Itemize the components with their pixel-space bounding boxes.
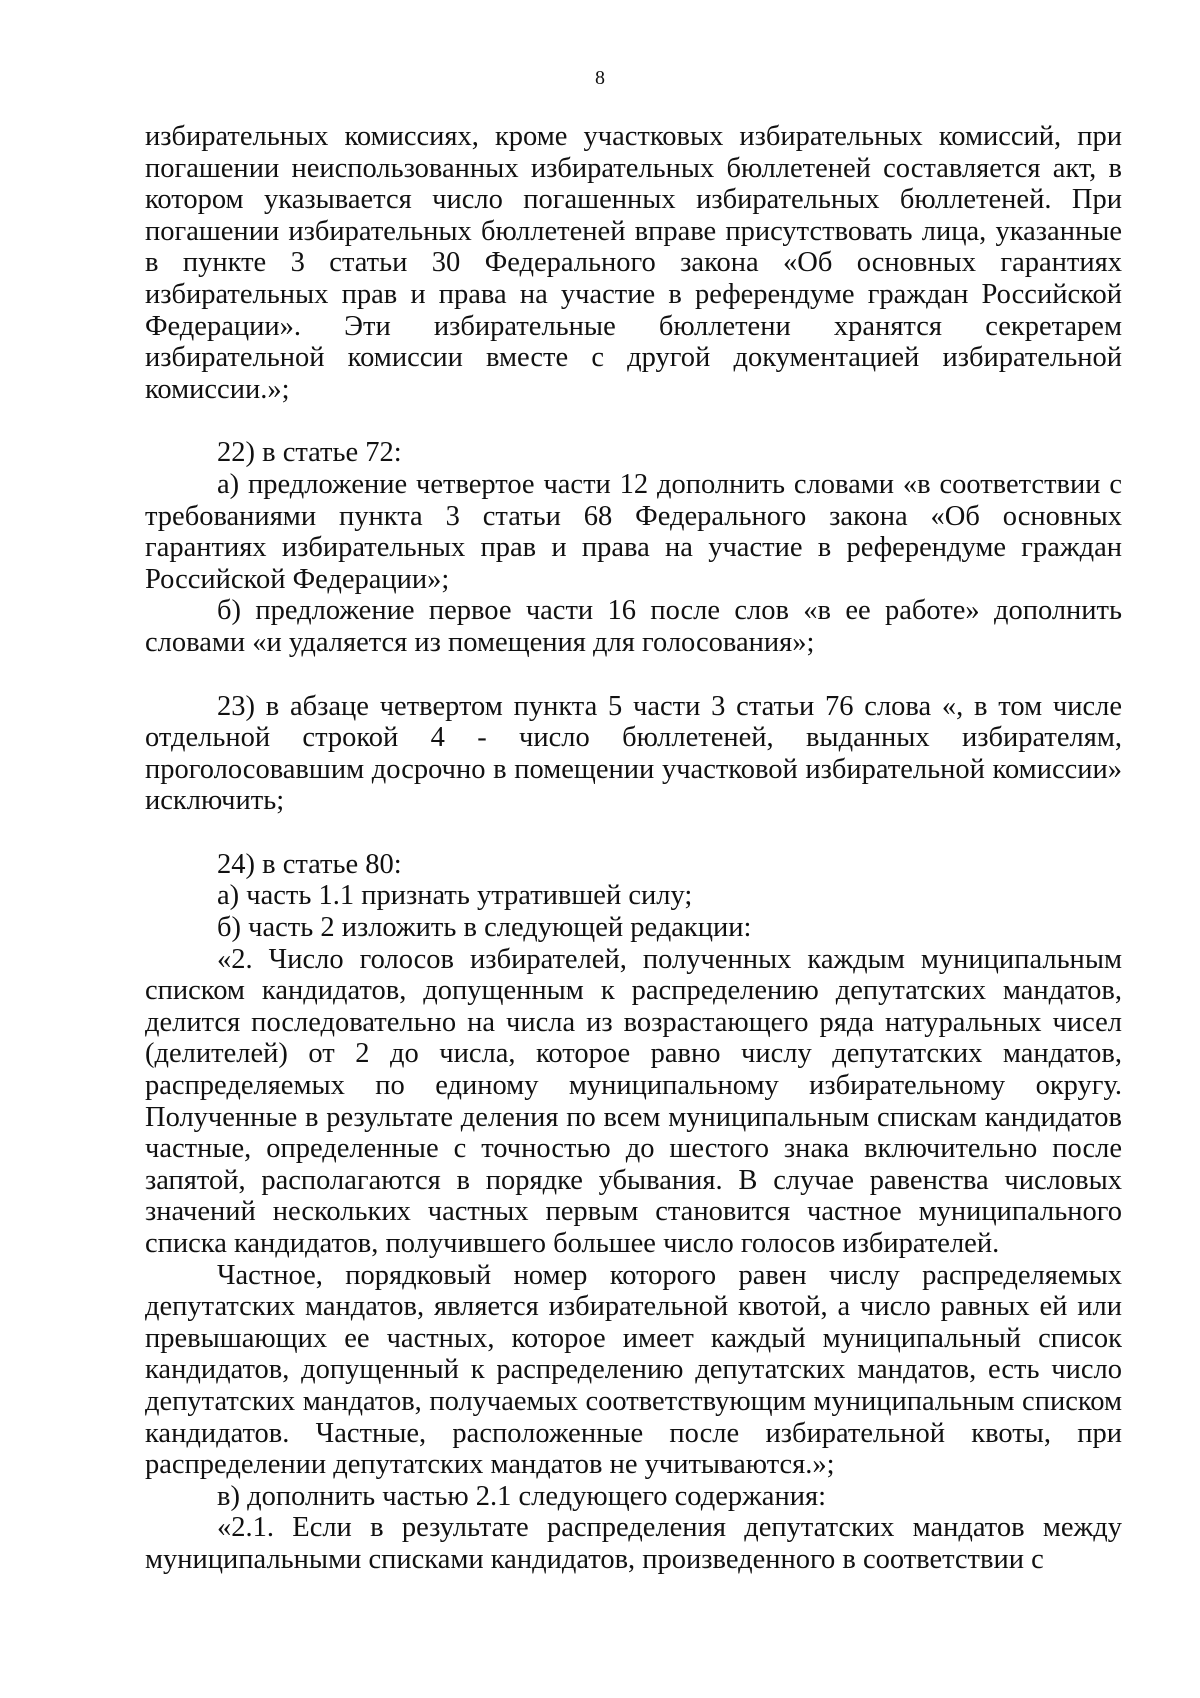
paragraph-item-24b: б) часть 2 изложить в следующей редакции: [217, 912, 752, 944]
paragraph-item-23: 23) в абзаце четвертом пункта 5 части 3 статьи 76 слова «, в том числе отдельной строкой 4 - число бюллетеней, выданных избирателям, проголосовавшим досрочно в помещении участковой избирательной комиссии» исключить; [145, 690, 1122, 817]
paragraph-item-24: 24) в статье 80: [217, 848, 402, 880]
paragraph-item-22: 22) в статье 72: [217, 437, 402, 469]
paragraph-item-22b: б) предложение первое части 16 после слов «в ее работе» дополнить словами «и удаляется из помещения для голосования»; [145, 595, 1122, 658]
paragraph-gap [145, 405, 1122, 437]
paragraph-part-2-1: «2.1. Если в результате распределения депутатских мандатов между муниципальными списками кандидатов, произведенного в соответствии с [145, 1512, 1122, 1575]
paragraph-item-22a: а) предложение четвертое части 12 дополнить словами «в соответствии с требованиями пункта 3 статьи 68 Федерального закона «Об основных гарантиях избирательных прав и права на участие в референдуме граждан Российской Федерации»; [145, 468, 1122, 595]
paragraph-part-2: «2. Число голосов избирателей, полученных каждым муниципальным списком кандидатов, допущенным к распределению депутатских мандатов, делится последовательно на числа из возрастающего ряда натуральных чисел (делителей) от 2 до числа, которое равно числу депутатских мандатов, распределяемых по единому муниципальному избирательному округу. Полученные в результате деления по всем муниципальным спискам кандидатов частные, определенные с точностью до шестого знака включительно после запятой, располагаются в порядке убывания. В случае равенства числовых значений нескольких частных первым становится частное муниципального списка кандидатов, получившего большее число голосов избирателей. [145, 943, 1122, 1259]
paragraph-item-24v: в) дополнить частью 2.1 следующего содержания: [217, 1480, 826, 1512]
paragraph-item-24a: а) часть 1.1 признать утратившей силу; [217, 880, 693, 912]
page-number: 8 [595, 67, 605, 89]
paragraph-continuation: избирательных комиссиях, кроме участковых избирательных комиссий, при погашении неиспользованных избирательных бюллетеней составляется акт, в котором указывается число погашенных избирательных бюллетеней. При погашении избирательных бюллетеней вправе присутствовать лица, указанные в пункте 3 статьи 30 Федерального закона «Об основных гарантиях избирательных прав и права на участие в референдуме граждан Российской Федерации». Эти избирательные бюллетени хранятся секретарем избирательной комиссии вместе с другой документацией избирательной комиссии.»; [145, 121, 1122, 405]
document-body [145, 121, 1122, 1576]
paragraph-gap [145, 817, 1122, 849]
paragraph-gap [145, 659, 1122, 691]
paragraph-quota: Частное, порядковый номер которого равен числу распределяемых депутатских мандатов, является избирательной квотой, а число равных ей или превышающих ее частных, которое имеет каждый муниципальный список кандидатов, допущенный к распределению депутатских мандатов, есть число депутатских мандатов, получаемых соответствующим муниципальным списком кандидатов. Частные, расположенные после избирательной квоты, при распределении депутатских мандатов не учитываются.»; [145, 1259, 1122, 1481]
